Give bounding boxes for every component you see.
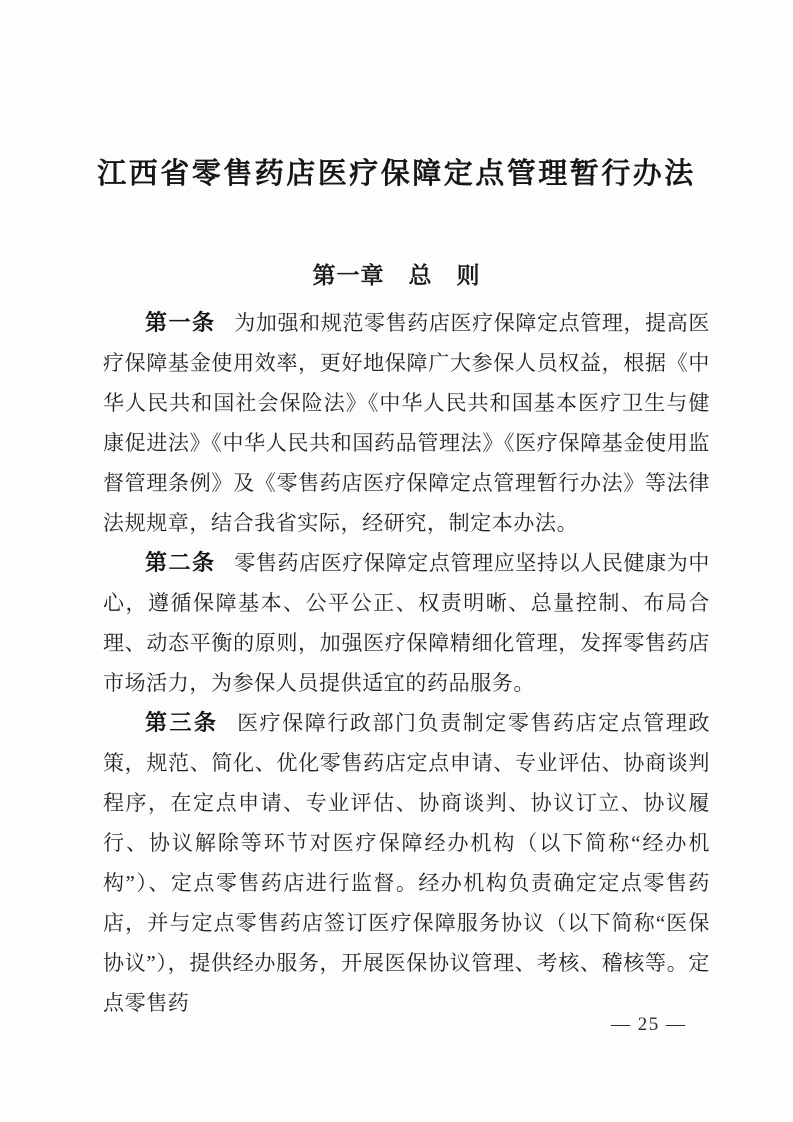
article-text-1: 为加强和规范零售药店医疗保障定点管理，提高医疗保障基金使用效率，更好地保障广大参保人员权益，根据《中华人民共和国社会保险法》《中华人民共和国基本医疗卫生与健康促进法》《中华人民共和国药品管理法》《医疗保障基金使用监督管理条例》及《零售药店医疗保障定点管理暂行办法》等法律法规规章，结合我省实际，经研究，制定本办法。 <box>103 311 710 535</box>
article-text-3: 医疗保障行政部门负责制定零售药店定点管理政策，规范、简化、优化零售药店定点申请、专业评估、协商谈判程序，在定点申请、专业评估、协商谈判、协议订立、协议履行、协议解除等环节对医疗保障经办机构（以下简称“经办机构”）、定点零售药店进行监督。经办机构负责确定定点零售药店，并与定点零售药店签订医疗保障服务协议（以下简称“医保协议”），提供经办服务，开展医保协议管理、考核、稽核等。定点零售药 <box>103 711 710 1015</box>
article-number-2: 第二条 <box>145 550 216 575</box>
article-number-3: 第三条 <box>145 710 219 735</box>
chapter-heading: 第一章 总 则 <box>312 263 481 288</box>
document-title: 江西省零售药店医疗保障定点管理暂行办法 <box>97 158 696 190</box>
article-paragraph-2 <box>103 543 710 703</box>
document-body <box>103 303 710 1023</box>
article-paragraph-1 <box>103 303 710 543</box>
article-text-2: 零售药店医疗保障定点管理应坚持以人民健康为中心，遵循保障基本、公平公正、权责明晰、总量控制、布局合理、动态平衡的原则，加强医疗保障精细化管理，发挥零售药店市场活力，为参保人员提供适宜的药品服务。 <box>103 551 710 695</box>
article-number-1: 第一条 <box>145 310 216 335</box>
page-number: — 25 — <box>611 1014 687 1035</box>
article-paragraph-3 <box>103 703 710 1023</box>
